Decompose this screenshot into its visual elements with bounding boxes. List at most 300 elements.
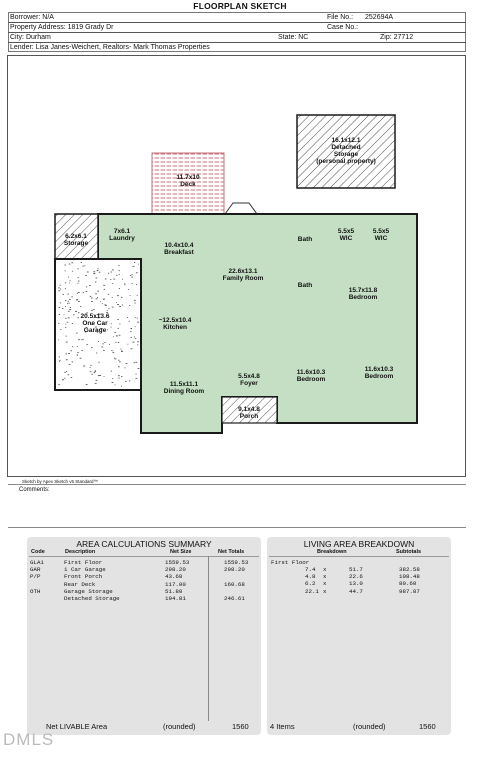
cell-a: 7.4 bbox=[305, 566, 316, 573]
speckle-dot bbox=[119, 335, 121, 336]
speckle-dot bbox=[60, 329, 61, 330]
speckle-dot bbox=[136, 378, 138, 379]
speckle-dot bbox=[102, 344, 103, 345]
speckle-dot bbox=[112, 307, 114, 308]
speckle-dot bbox=[90, 367, 91, 368]
speckle-dot bbox=[69, 283, 70, 284]
speckle-dot bbox=[99, 375, 101, 376]
speckle-dot bbox=[116, 302, 117, 303]
speckle-dot bbox=[81, 339, 83, 340]
room-label-deck: 11.7x10 Deck bbox=[176, 174, 200, 188]
cell-b: 22.6 bbox=[349, 573, 363, 581]
table-row bbox=[271, 566, 449, 573]
speckle-dot bbox=[91, 310, 93, 311]
speckle-dot bbox=[70, 350, 72, 351]
speckle-dot bbox=[65, 282, 66, 283]
speckle-dot bbox=[97, 291, 99, 292]
speckle-dot bbox=[86, 291, 88, 292]
speckle-dot bbox=[131, 348, 133, 349]
cell-size: 43.68 bbox=[165, 573, 183, 581]
living-breakdown-header-rule bbox=[269, 556, 449, 557]
area-summary-rows bbox=[30, 559, 260, 602]
room-label-dining: 11.5x11.1 Dining Room bbox=[163, 381, 205, 395]
speckle-dot bbox=[116, 336, 118, 337]
cell-sub: 987.87 bbox=[399, 587, 420, 595]
speckle-dot bbox=[64, 378, 65, 379]
mls-watermark: DMLS bbox=[3, 730, 55, 749]
speckle-dot bbox=[135, 317, 136, 318]
cell-x: x bbox=[323, 566, 327, 573]
speckle-dot bbox=[76, 300, 77, 301]
area-summary-title: AREA CALCULATIONS SUMMARY bbox=[76, 539, 212, 549]
area-summary-header-rule bbox=[29, 556, 259, 557]
speckle-dot bbox=[58, 339, 59, 340]
speckle-dot bbox=[112, 352, 114, 353]
speckle-dot bbox=[124, 283, 125, 284]
zip-value: 27712 bbox=[393, 34, 414, 41]
speckle-dot bbox=[118, 375, 120, 376]
speckle-dot bbox=[84, 265, 85, 266]
room-label-wic-1: 5.5x5 WIC bbox=[337, 228, 355, 242]
speckle-dot bbox=[66, 371, 67, 372]
speckle-dot bbox=[65, 327, 66, 328]
room-label-foyer: 5.5x4.8 Foyer bbox=[238, 373, 260, 387]
net-livable-note: (rounded) bbox=[163, 722, 196, 731]
cell-b: 51.7 bbox=[349, 566, 363, 573]
speckle-dot bbox=[60, 285, 61, 286]
speckle-dot bbox=[126, 363, 128, 364]
speckle-dot bbox=[118, 366, 120, 367]
speckle-dot bbox=[103, 350, 105, 351]
state-value: NC bbox=[298, 34, 309, 41]
speckle-dot bbox=[78, 317, 79, 318]
speckle-dot bbox=[86, 287, 87, 288]
speckle-dot bbox=[69, 309, 71, 310]
speckle-dot bbox=[66, 336, 67, 337]
speckle-dot bbox=[130, 295, 131, 296]
col-net-size: Net Size bbox=[170, 549, 192, 555]
speckle-dot bbox=[105, 279, 107, 280]
speckle-dot bbox=[128, 344, 129, 345]
speckle-dot bbox=[76, 299, 78, 300]
cell-b: 13.0 bbox=[349, 580, 363, 588]
speckle-dot bbox=[58, 384, 60, 385]
speckle-dot bbox=[118, 360, 119, 361]
speckle-dot bbox=[118, 378, 119, 379]
cell-total: 160.68 bbox=[224, 580, 245, 588]
speckle-dot bbox=[111, 350, 112, 351]
speckle-dot bbox=[65, 324, 66, 325]
speckle-dot bbox=[65, 306, 66, 307]
speckle-dot bbox=[104, 376, 105, 377]
speckle-dot bbox=[134, 303, 135, 304]
speckle-dot bbox=[114, 358, 115, 359]
speckle-dot bbox=[72, 271, 73, 272]
room-label-family: 22.6x13.1 Family Room bbox=[222, 268, 264, 282]
speckle-dot bbox=[80, 358, 82, 359]
speckle-dot bbox=[65, 318, 66, 319]
speckle-dot bbox=[134, 262, 135, 263]
speckle-dot bbox=[59, 361, 60, 362]
speckle-dot bbox=[66, 342, 68, 343]
table-row bbox=[30, 566, 260, 573]
speckle-dot bbox=[134, 300, 136, 301]
speckle-dot bbox=[59, 357, 60, 358]
speckle-dot bbox=[131, 328, 132, 329]
speckle-dot bbox=[115, 342, 116, 343]
speckle-dot bbox=[81, 350, 82, 351]
speckle-dot bbox=[103, 285, 105, 286]
speckle-dot bbox=[79, 339, 80, 340]
cell-x: x bbox=[323, 573, 327, 581]
speckle-dot bbox=[98, 269, 99, 270]
zip-label: Zip: bbox=[380, 34, 392, 41]
speckle-dot bbox=[65, 271, 66, 272]
speckle-dot bbox=[90, 296, 92, 297]
speckle-dot bbox=[68, 294, 69, 295]
cell-desc: 1 Car Garage bbox=[64, 566, 106, 574]
cell-a: 4.8 bbox=[305, 573, 316, 581]
room-label-bedroom-1: 15.7x11.8 Bedroom bbox=[348, 287, 378, 301]
speckle-dot bbox=[91, 347, 93, 348]
cell-size: 51.80 bbox=[165, 587, 183, 595]
speckle-dot bbox=[122, 305, 123, 306]
speckle-dot bbox=[78, 281, 79, 282]
speckle-dot bbox=[138, 368, 140, 369]
speckle-dot bbox=[97, 297, 98, 298]
speckle-dot bbox=[137, 295, 138, 296]
speckle-dot bbox=[83, 366, 85, 367]
speckle-dot bbox=[104, 342, 105, 343]
cell-sub: 108.48 bbox=[399, 573, 420, 581]
speckle-dot bbox=[98, 362, 99, 363]
speckle-dot bbox=[116, 275, 117, 276]
table-row bbox=[30, 573, 260, 580]
cell-sub: 382.58 bbox=[399, 566, 420, 573]
speckle-dot bbox=[137, 322, 139, 323]
cell-size: 117.00 bbox=[165, 580, 186, 588]
speckle-dot bbox=[119, 288, 120, 289]
speckle-dot bbox=[64, 314, 65, 315]
speckle-dot bbox=[64, 372, 66, 373]
speckle-dot bbox=[72, 346, 73, 347]
speckle-dot bbox=[111, 371, 112, 372]
speckle-dot bbox=[91, 298, 93, 299]
speckle-dot bbox=[113, 336, 114, 337]
speckle-dot bbox=[58, 323, 59, 324]
city-label: City: bbox=[10, 34, 24, 41]
living-breakdown-title: LIVING AREA BREAKDOWN bbox=[303, 539, 415, 549]
cell-desc: Front Porch bbox=[64, 573, 103, 581]
speckle-dot bbox=[131, 277, 133, 278]
speckle-dot bbox=[131, 337, 132, 338]
speckle-dot bbox=[113, 350, 114, 351]
table-row bbox=[30, 595, 260, 602]
speckle-dot bbox=[129, 305, 130, 306]
cell-a: 22.1 bbox=[305, 587, 319, 595]
cell-size: 298.20 bbox=[165, 566, 186, 574]
speckle-dot bbox=[67, 322, 68, 323]
speckle-dot bbox=[136, 374, 137, 375]
speckle-dot bbox=[89, 285, 91, 286]
speckle-dot bbox=[112, 270, 114, 271]
speckle-dot bbox=[78, 277, 79, 278]
case-no-label: Case No.: bbox=[327, 24, 359, 31]
speckle-dot bbox=[60, 303, 61, 304]
state-label: State: bbox=[278, 34, 297, 41]
speckle-dot bbox=[124, 284, 125, 285]
room-label-porch: 9.1x4.8 Porch bbox=[238, 406, 260, 420]
file-no-label: File No.: bbox=[327, 14, 354, 21]
speckle-dot bbox=[69, 264, 71, 265]
speckle-dot bbox=[119, 274, 120, 275]
speckle-dot bbox=[104, 299, 105, 300]
speckle-dot bbox=[77, 355, 78, 356]
speckle-dot bbox=[132, 283, 133, 284]
speckle-dot bbox=[133, 266, 135, 267]
speckle-dot bbox=[59, 314, 61, 315]
speckle-dot bbox=[95, 282, 96, 283]
room-label-bedroom-2: 11.6x10.3 Bedroom bbox=[296, 369, 326, 383]
speckle-dot bbox=[107, 310, 108, 311]
speckle-dot bbox=[102, 347, 104, 348]
speckle-dot bbox=[99, 272, 101, 273]
speckle-dot bbox=[117, 295, 119, 296]
speckle-dot bbox=[121, 297, 123, 298]
cell-desc: Rear Deck bbox=[64, 580, 96, 588]
speckle-dot bbox=[81, 262, 82, 263]
speckle-dot bbox=[125, 367, 126, 368]
speckle-dot bbox=[65, 300, 66, 301]
speckle-dot bbox=[114, 332, 116, 333]
speckle-dot bbox=[59, 307, 61, 308]
speckle-dot bbox=[93, 271, 95, 272]
speckle-dot bbox=[83, 339, 84, 340]
speckle-dot bbox=[129, 381, 130, 382]
col-net-totals: Net Totals bbox=[218, 549, 245, 555]
speckle-dot bbox=[110, 279, 111, 280]
col-breakdown: Breakdown bbox=[317, 549, 347, 555]
speckle-dot bbox=[117, 304, 119, 305]
speckle-dot bbox=[136, 284, 137, 285]
speckle-dot bbox=[72, 323, 73, 324]
speckle-dot bbox=[136, 272, 138, 273]
table-row bbox=[271, 588, 449, 595]
speckle-dot bbox=[85, 275, 87, 276]
speckle-dot bbox=[86, 384, 88, 385]
cell-size: 1559.53 bbox=[165, 559, 190, 566]
speckle-dot bbox=[121, 376, 123, 377]
speckle-dot bbox=[93, 309, 94, 310]
speckle-dot bbox=[96, 380, 98, 381]
cell-code: GAR bbox=[30, 566, 41, 574]
steps-shape bbox=[225, 203, 257, 214]
speckle-dot bbox=[108, 273, 109, 274]
cell-desc: First Floor bbox=[64, 559, 103, 566]
speckle-dot bbox=[122, 279, 123, 280]
speckle-dot bbox=[94, 372, 96, 373]
table-row bbox=[30, 588, 260, 595]
speckle-dot bbox=[90, 371, 92, 372]
speckle-dot bbox=[73, 314, 75, 315]
speckle-dot bbox=[104, 305, 106, 306]
speckle-dot bbox=[62, 308, 63, 309]
speckle-dot bbox=[96, 299, 98, 300]
speckle-dot bbox=[128, 289, 129, 290]
net-livable-value: 1560 bbox=[232, 722, 249, 731]
speckle-dot bbox=[58, 290, 60, 291]
cell-code: OTH bbox=[30, 587, 41, 595]
borrower-label: Borrower: bbox=[10, 14, 41, 21]
table-row bbox=[271, 573, 449, 580]
speckle-dot bbox=[93, 273, 95, 274]
cell-sub: 80.60 bbox=[399, 580, 417, 588]
cell-size: 194.81 bbox=[165, 594, 186, 602]
speckle-dot bbox=[76, 311, 77, 312]
speckle-dot bbox=[130, 331, 131, 332]
speckle-dot bbox=[118, 265, 119, 266]
speckle-dot bbox=[100, 301, 101, 302]
speckle-dot bbox=[96, 353, 97, 354]
sketch-credit: Sketch by Apex Sketch v5 Standard™ bbox=[22, 479, 99, 484]
city-value: Durham bbox=[25, 34, 51, 41]
room-label-breakfast: 10.4x10.4 Breakfast bbox=[164, 242, 194, 256]
lender-label: Lender: bbox=[10, 44, 34, 51]
cell-code: P/P bbox=[30, 573, 41, 581]
speckle-dot bbox=[135, 338, 136, 339]
speckle-dot bbox=[111, 272, 112, 273]
speckle-dot bbox=[120, 349, 121, 350]
room-label-bath-1: Bath bbox=[297, 236, 313, 243]
speckle-dot bbox=[115, 384, 116, 385]
speckle-dot bbox=[66, 359, 68, 360]
room-label-bath-2: Bath bbox=[297, 282, 313, 289]
speckle-dot bbox=[137, 341, 139, 342]
speckle-dot bbox=[69, 299, 71, 300]
speckle-dot bbox=[86, 344, 88, 345]
speckle-dot bbox=[78, 268, 79, 269]
speckle-dot bbox=[68, 301, 69, 302]
cell-a: 6.2 bbox=[305, 580, 316, 588]
page-title: FLOORPLAN SKETCH bbox=[193, 1, 287, 11]
living-breakdown-rows bbox=[271, 566, 449, 595]
speckle-dot bbox=[68, 303, 69, 304]
comments-label: Comments: bbox=[19, 487, 50, 493]
speckle-dot bbox=[119, 306, 120, 307]
speckle-dot bbox=[135, 326, 136, 327]
speckle-dot bbox=[117, 319, 119, 320]
speckle-dot bbox=[102, 303, 103, 304]
breakdown-items-value: 1560 bbox=[419, 722, 436, 731]
speckle-dot bbox=[132, 274, 133, 275]
room-label-storage: 6.2x6.1 Storage bbox=[63, 233, 89, 247]
speckle-dot bbox=[67, 303, 68, 304]
net-livable-label: Net LIVABLE Area bbox=[46, 722, 108, 731]
speckle-dot bbox=[112, 382, 114, 383]
speckle-dot bbox=[127, 317, 128, 318]
speckle-dot bbox=[58, 288, 60, 289]
speckle-dot bbox=[90, 365, 91, 366]
speckle-dot bbox=[137, 344, 138, 345]
speckle-dot bbox=[98, 341, 99, 342]
speckle-dot bbox=[68, 374, 70, 375]
speckle-dot bbox=[113, 279, 115, 280]
table-row bbox=[30, 581, 260, 588]
speckle-dot bbox=[77, 352, 79, 353]
speckle-dot bbox=[78, 292, 80, 293]
borrower-value: N/A bbox=[42, 14, 54, 21]
cell-desc: Detached Storage bbox=[64, 594, 120, 602]
speckle-dot bbox=[134, 362, 135, 363]
speckle-dot bbox=[112, 378, 113, 379]
speckle-dot bbox=[111, 323, 112, 324]
speckle-dot bbox=[77, 293, 78, 294]
speckle-dot bbox=[77, 283, 78, 284]
cell-b: 44.7 bbox=[349, 587, 363, 595]
speckle-dot bbox=[134, 337, 135, 338]
breakdown-items-note: (rounded) bbox=[353, 722, 386, 731]
cell-total: 1559.53 bbox=[224, 559, 249, 566]
lender-value: Lisa Janes-Weichert, Realtors- Mark Thomas Properties bbox=[35, 44, 210, 51]
speckle-dot bbox=[91, 374, 93, 375]
table-row bbox=[30, 559, 260, 566]
table-row bbox=[271, 580, 449, 587]
speckle-dot bbox=[95, 371, 97, 372]
room-label-bedroom-3: 11.6x10.3 Bedroom bbox=[364, 366, 394, 380]
col-subtotals: Subtotals bbox=[396, 549, 422, 555]
col-code: Code bbox=[31, 549, 45, 555]
speckle-dot bbox=[119, 362, 121, 363]
speckle-dot bbox=[71, 262, 73, 263]
breakdown-section-label: First Floor bbox=[271, 559, 310, 566]
cell-x: x bbox=[323, 580, 327, 588]
speckle-dot bbox=[65, 288, 66, 289]
file-no-value: 252694A bbox=[365, 14, 394, 21]
speckle-dot bbox=[83, 292, 84, 293]
speckle-dot bbox=[82, 266, 84, 267]
speckle-dot bbox=[70, 280, 71, 281]
speckle-dot bbox=[121, 351, 122, 352]
speckle-dot bbox=[68, 318, 70, 319]
speckle-dot bbox=[95, 370, 96, 371]
speckle-dot bbox=[72, 362, 74, 363]
speckle-dot bbox=[68, 311, 70, 312]
speckle-dot bbox=[68, 353, 70, 354]
speckle-dot bbox=[71, 296, 72, 297]
cell-x: x bbox=[323, 587, 327, 595]
speckle-dot bbox=[108, 294, 109, 295]
speckle-dot bbox=[118, 342, 120, 343]
speckle-dot bbox=[119, 324, 120, 325]
speckle-dot bbox=[112, 283, 113, 284]
cell-desc: Garage Storage bbox=[64, 587, 113, 595]
speckle-dot bbox=[63, 294, 64, 295]
speckle-dot bbox=[138, 264, 139, 265]
speckle-dot bbox=[125, 381, 126, 382]
speckle-dot bbox=[132, 342, 134, 343]
col-description: Description bbox=[65, 549, 96, 555]
speckle-dot bbox=[76, 333, 78, 334]
speckle-dot bbox=[121, 351, 123, 352]
room-label-wic-2: 5.5x5 WIC bbox=[372, 228, 390, 242]
room-label-laundry: 7x6.1 Laundry bbox=[109, 228, 135, 242]
room-label-garage: 20.5x13.6 One Car Garage bbox=[80, 313, 110, 334]
speckle-dot bbox=[108, 308, 109, 309]
breakdown-items-label: 4 Items bbox=[270, 722, 295, 731]
room-label-detached: 16.1x12.1 Detached Storage (personal property) bbox=[316, 137, 376, 165]
speckle-dot bbox=[68, 277, 69, 278]
speckle-dot bbox=[91, 301, 93, 302]
